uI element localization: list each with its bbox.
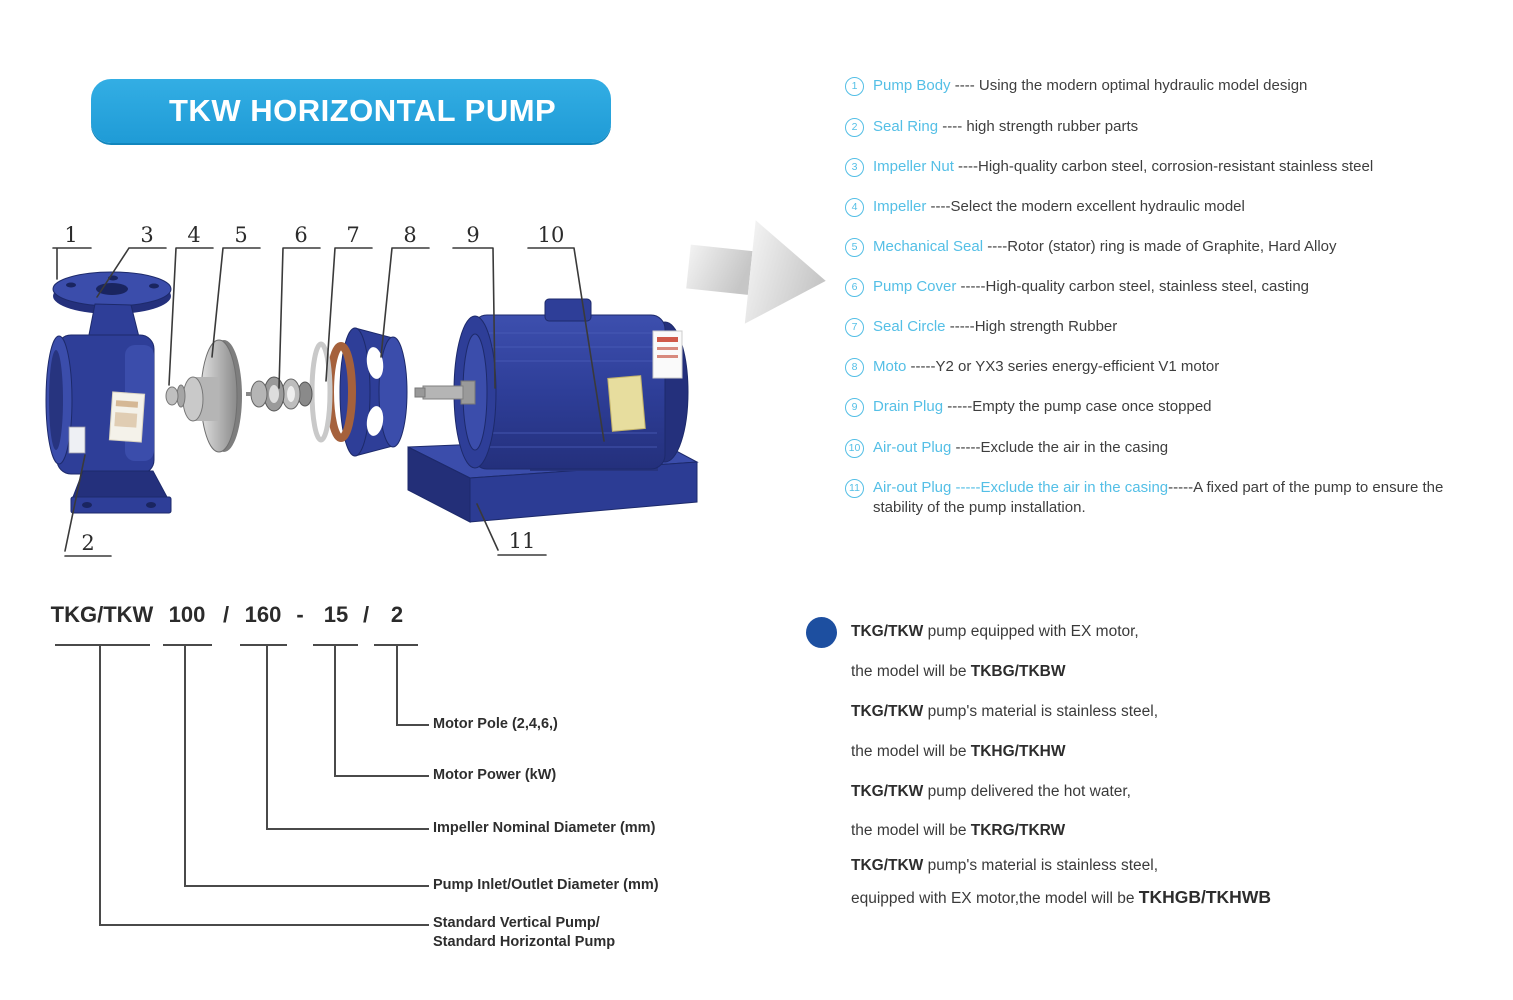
parts-list-item bbox=[845, 237, 1470, 257]
part-name: Pump Cover bbox=[873, 278, 957, 295]
part-description: Rotor (stator) ring is made of Graphite, Hard Alloy bbox=[1007, 238, 1337, 255]
separator-dashes: ----- bbox=[951, 479, 981, 496]
model-segment: / bbox=[222, 602, 230, 627]
part-description: Empty the pump case once stopped bbox=[972, 398, 1212, 415]
tree-line bbox=[99, 924, 429, 926]
part-description: High strength Rubber bbox=[974, 318, 1118, 335]
tree-line bbox=[396, 724, 429, 726]
circled-number-badge: 9 bbox=[845, 398, 864, 417]
callout-number: 9 bbox=[466, 223, 480, 247]
model-segment: 100 bbox=[168, 602, 206, 627]
callout-number: 2 bbox=[81, 531, 95, 555]
separator-dashes: ---- bbox=[938, 118, 967, 135]
model-segment: 15 bbox=[323, 602, 349, 627]
separator-dashes: ----- bbox=[956, 278, 986, 295]
part-description: High-quality carbon steel, corrosion-resistant stainless steel bbox=[978, 158, 1374, 175]
part-description: Exclude the air in the casing bbox=[980, 439, 1169, 456]
circled-number-badge: 10 bbox=[845, 439, 864, 458]
separator-dashes: ----- bbox=[951, 439, 981, 456]
parts-list-item bbox=[845, 397, 1470, 417]
tree-line bbox=[184, 885, 429, 887]
callout-number: 4 bbox=[187, 223, 201, 247]
callout-number: 5 bbox=[234, 223, 248, 247]
circled-number-badge: 7 bbox=[845, 318, 864, 337]
parts-list-item bbox=[845, 478, 1470, 518]
part-name: Air-out Plug bbox=[873, 479, 952, 496]
note-line: TKG/TKW pump's material is stainless steel, bbox=[851, 857, 1159, 874]
tree-line bbox=[266, 828, 429, 830]
note-line: equipped with EX motor,the model will be TKHGB/TKHWB bbox=[851, 887, 1271, 907]
separator-dashes: ----- bbox=[943, 398, 973, 415]
part-name: Seal Circle bbox=[873, 318, 946, 335]
circled-number-badge: 3 bbox=[845, 158, 864, 177]
model-label-impeller-diameter: Impeller Nominal Diameter (mm) bbox=[433, 820, 656, 836]
part-name: Moto bbox=[873, 358, 907, 375]
part-name: Impeller Nut bbox=[873, 158, 954, 175]
tree-line bbox=[266, 646, 268, 830]
callout-number: 7 bbox=[346, 223, 360, 247]
circled-number-badge: 2 bbox=[845, 118, 864, 137]
part-description: A fixed part of the pump to ensure the stability of the pump installation. bbox=[873, 479, 1444, 516]
separator-dashes: ---- bbox=[983, 238, 1008, 255]
model-segment: 2 bbox=[390, 602, 404, 627]
part-name: Air-out Plug bbox=[873, 439, 952, 456]
model-segment: - bbox=[296, 602, 304, 627]
page-title: TKW HORIZONTAL PUMP bbox=[169, 93, 557, 128]
parts-list-item bbox=[845, 438, 1470, 458]
circled-number-badge: 1 bbox=[845, 77, 864, 96]
model-segment: / bbox=[362, 602, 370, 627]
part-description: high strength rubber parts bbox=[966, 118, 1139, 135]
parts-list-item bbox=[845, 117, 1470, 137]
arrow-right-icon bbox=[683, 214, 831, 332]
callout-number: 8 bbox=[403, 223, 417, 247]
separator-dashes: ---- bbox=[950, 77, 979, 94]
callout-number: 1 bbox=[64, 223, 78, 247]
model-segment: TKG/TKW bbox=[50, 602, 154, 627]
tree-line bbox=[55, 644, 150, 646]
callout-number: 10 bbox=[537, 223, 565, 247]
parts-list-item bbox=[845, 197, 1470, 217]
tree-line bbox=[99, 646, 101, 926]
parts-list-item bbox=[845, 317, 1470, 337]
pump-body bbox=[46, 272, 171, 513]
part-description-highlight: Exclude the air in the casing bbox=[980, 479, 1169, 496]
part-description: Select the modern excellent hydraulic model bbox=[950, 198, 1245, 215]
part-name: Impeller bbox=[873, 198, 927, 215]
model-label-motor-power: Motor Power (kW) bbox=[433, 767, 557, 783]
parts-list-item bbox=[845, 157, 1470, 177]
part-name: Mechanical Seal bbox=[873, 238, 984, 255]
part-description: Using the modern optimal hydraulic model design bbox=[978, 77, 1308, 94]
part-name: Seal Ring bbox=[873, 118, 939, 135]
note-line: TKG/TKW pump delivered the hot water, bbox=[851, 783, 1131, 800]
tree-line bbox=[334, 775, 429, 777]
part-description: Y2 or YX3 series energy-efficient V1 motor bbox=[935, 358, 1220, 375]
pump-exploded-diagram bbox=[25, 205, 835, 577]
note-line: the model will be TKBG/TKBW bbox=[851, 663, 1066, 680]
model-label-inlet-outlet: Pump Inlet/Outlet Diameter (mm) bbox=[433, 877, 659, 893]
parts-list-item bbox=[845, 277, 1470, 297]
circled-number-badge: 4 bbox=[845, 198, 864, 217]
part-name: Drain Plug bbox=[873, 398, 944, 415]
tree-line bbox=[334, 646, 336, 777]
separator-dashes: ----- bbox=[945, 318, 975, 335]
parts-list-item bbox=[845, 357, 1470, 377]
note-line: the model will be TKRG/TKRW bbox=[851, 822, 1066, 839]
model-label-pump-type-2: Standard Horizontal Pump bbox=[433, 934, 616, 950]
circled-number-badge: 6 bbox=[845, 278, 864, 297]
part-description: High-quality carbon steel, stainless steel, casting bbox=[985, 278, 1310, 295]
separator-dashes: ----- bbox=[1168, 479, 1194, 496]
note-line: the model will be TKHG/TKHW bbox=[851, 743, 1066, 760]
impeller-nut bbox=[166, 385, 185, 407]
tree-line bbox=[184, 646, 186, 887]
parts-list-item bbox=[845, 76, 1470, 96]
part-name: Pump Body bbox=[873, 77, 951, 94]
separator-dashes: ---- bbox=[926, 198, 951, 215]
tree-line bbox=[240, 644, 287, 646]
bullet-circle-icon bbox=[806, 617, 837, 648]
model-segment: 160 bbox=[244, 602, 282, 627]
note-line: TKG/TKW pump's material is stainless steel, bbox=[851, 703, 1159, 720]
tree-line bbox=[396, 646, 398, 726]
circled-number-badge: 8 bbox=[845, 358, 864, 377]
separator-dashes: ---- bbox=[953, 158, 979, 175]
tree-line bbox=[163, 644, 212, 646]
circled-number-badge: 5 bbox=[845, 238, 864, 257]
callout-number: 6 bbox=[294, 223, 308, 247]
model-label-pump-type-1: Standard Vertical Pump/ bbox=[433, 915, 600, 931]
callout-number: 3 bbox=[140, 223, 154, 247]
title-banner bbox=[91, 79, 611, 143]
circled-number-badge: 11 bbox=[845, 479, 864, 498]
note-line: TKG/TKW pump equipped with EX motor, bbox=[851, 623, 1139, 640]
callout-number: 11 bbox=[508, 529, 536, 553]
separator-dashes: ----- bbox=[906, 358, 936, 375]
model-label-motor-pole: Motor Pole (2,4,6,) bbox=[433, 716, 558, 732]
